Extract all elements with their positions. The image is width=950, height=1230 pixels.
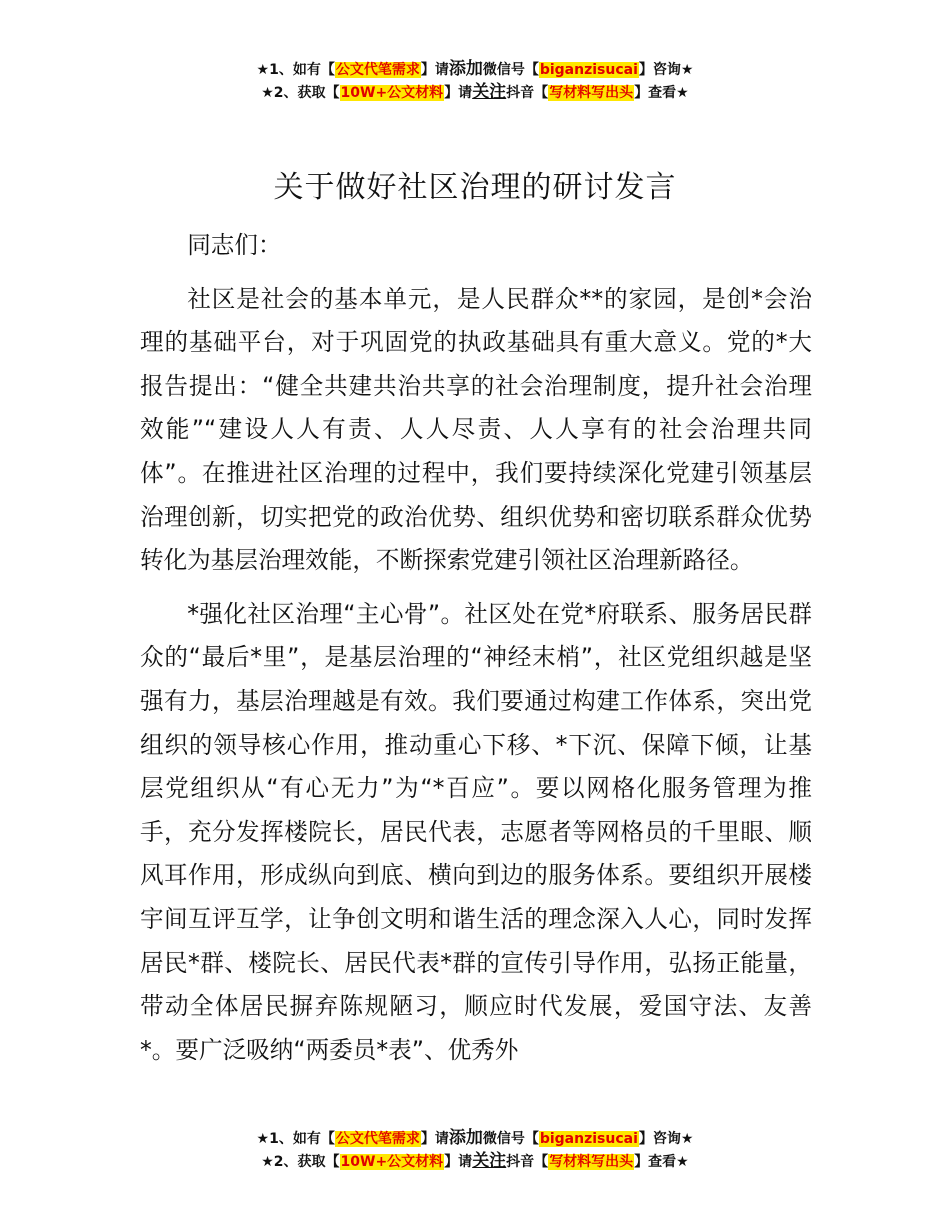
banner-text: 微信号【 xyxy=(482,1131,539,1147)
banner-emphasis: 关注 xyxy=(472,82,507,102)
paragraph: *强化社区治理“主心骨”。社区处在党*府联系、服务居民群众的“最后*里”，是基层治理的“神经末梢”，社区党组织越是坚强有力，基层治理越是有效。我们要通过构建工作体系，突出党组织的领导核心作用，推动重心下移、*下沉、保障下倾，让基层党组织从“有心无力”为“*百应”。要以网格化服务管理为推手，充分发挥楼院长，居民代表，志愿者等网格员的千里眼、顺风耳作用，形成纵向到底、横向到边的服务体系。要组织开展楼宇间互评互学，让争创文明和谐生活的理念深入人心，同时发挥居民*群、楼院长、居民代表*群的宣传引导作用，弘扬正能量，带动全体居民摒弃陈规陋习，顺应时代发展，爱国守法、友善*。要广泛吸纳“两委员*表”、优秀外 xyxy=(140,599,812,1064)
banner-line-1 xyxy=(0,58,950,81)
banner-text: 抖音【 xyxy=(506,85,549,101)
banner-highlight: 10W+公文材料 xyxy=(340,1154,444,1170)
document-title: 关于做好社区治理的研讨发言 xyxy=(273,170,677,205)
banner-text: 】请 xyxy=(444,1154,473,1170)
banner-text: 微信号【 xyxy=(482,62,539,78)
banner-line-1 xyxy=(0,1127,950,1150)
banner-text: 】请 xyxy=(420,1131,449,1147)
banner-highlight: 公文代笔需求 xyxy=(335,1131,420,1147)
top-banner xyxy=(0,58,950,104)
banner-text: 】咨询★ xyxy=(638,1131,694,1147)
banner-highlight: biganzisucai xyxy=(539,1131,638,1147)
banner-emphasis: 添加 xyxy=(448,1128,483,1148)
banner-text: ★2、获取【 xyxy=(261,85,340,101)
banner-text: 】查看★ xyxy=(634,1154,689,1170)
greeting: 同志们： xyxy=(187,231,282,259)
banner-line-2 xyxy=(0,81,950,104)
banner-text: 】咨询★ xyxy=(638,62,694,78)
banner-text: 抖音【 xyxy=(506,1154,549,1170)
banner-highlight: 写材料写出头 xyxy=(549,1154,634,1170)
banner-text: 】请 xyxy=(444,85,473,101)
banner-highlight: 10W+公文材料 xyxy=(340,85,444,101)
banner-highlight: 写材料写出头 xyxy=(549,85,634,101)
bottom-banner xyxy=(0,1127,950,1173)
document-body xyxy=(140,224,812,1082)
banner-highlight: biganzisucai xyxy=(539,62,638,78)
banner-highlight: 公文代笔需求 xyxy=(335,62,420,78)
banner-text: 】请 xyxy=(420,62,449,78)
banner-emphasis: 添加 xyxy=(448,59,483,79)
banner-text: ★1、如有【 xyxy=(256,62,335,78)
banner-emphasis: 关注 xyxy=(472,1151,507,1171)
banner-line-2 xyxy=(0,1150,950,1173)
banner-text: ★1、如有【 xyxy=(256,1131,335,1147)
paragraph: 社区是社会的基本单元，是人民群众**的家园，是创*会治理的基础平台，对于巩固党的执政基础具有重大意义。党的*大报告提出：“健全共建共治共享的社会治理制度，提升社会治理效能”“建设人人有责、人人尽责、人人享有的社会治理共同体”。在推进社区治理的过程中，我们要持续深化党建引领基层治理创新，切实把党的政治优势、组织优势和密切联系群众优势转化为基层治理效能，不断探索党建引领社区治理新路径。 xyxy=(140,284,812,575)
banner-text: ★2、获取【 xyxy=(261,1154,340,1170)
banner-text: 】查看★ xyxy=(634,85,689,101)
